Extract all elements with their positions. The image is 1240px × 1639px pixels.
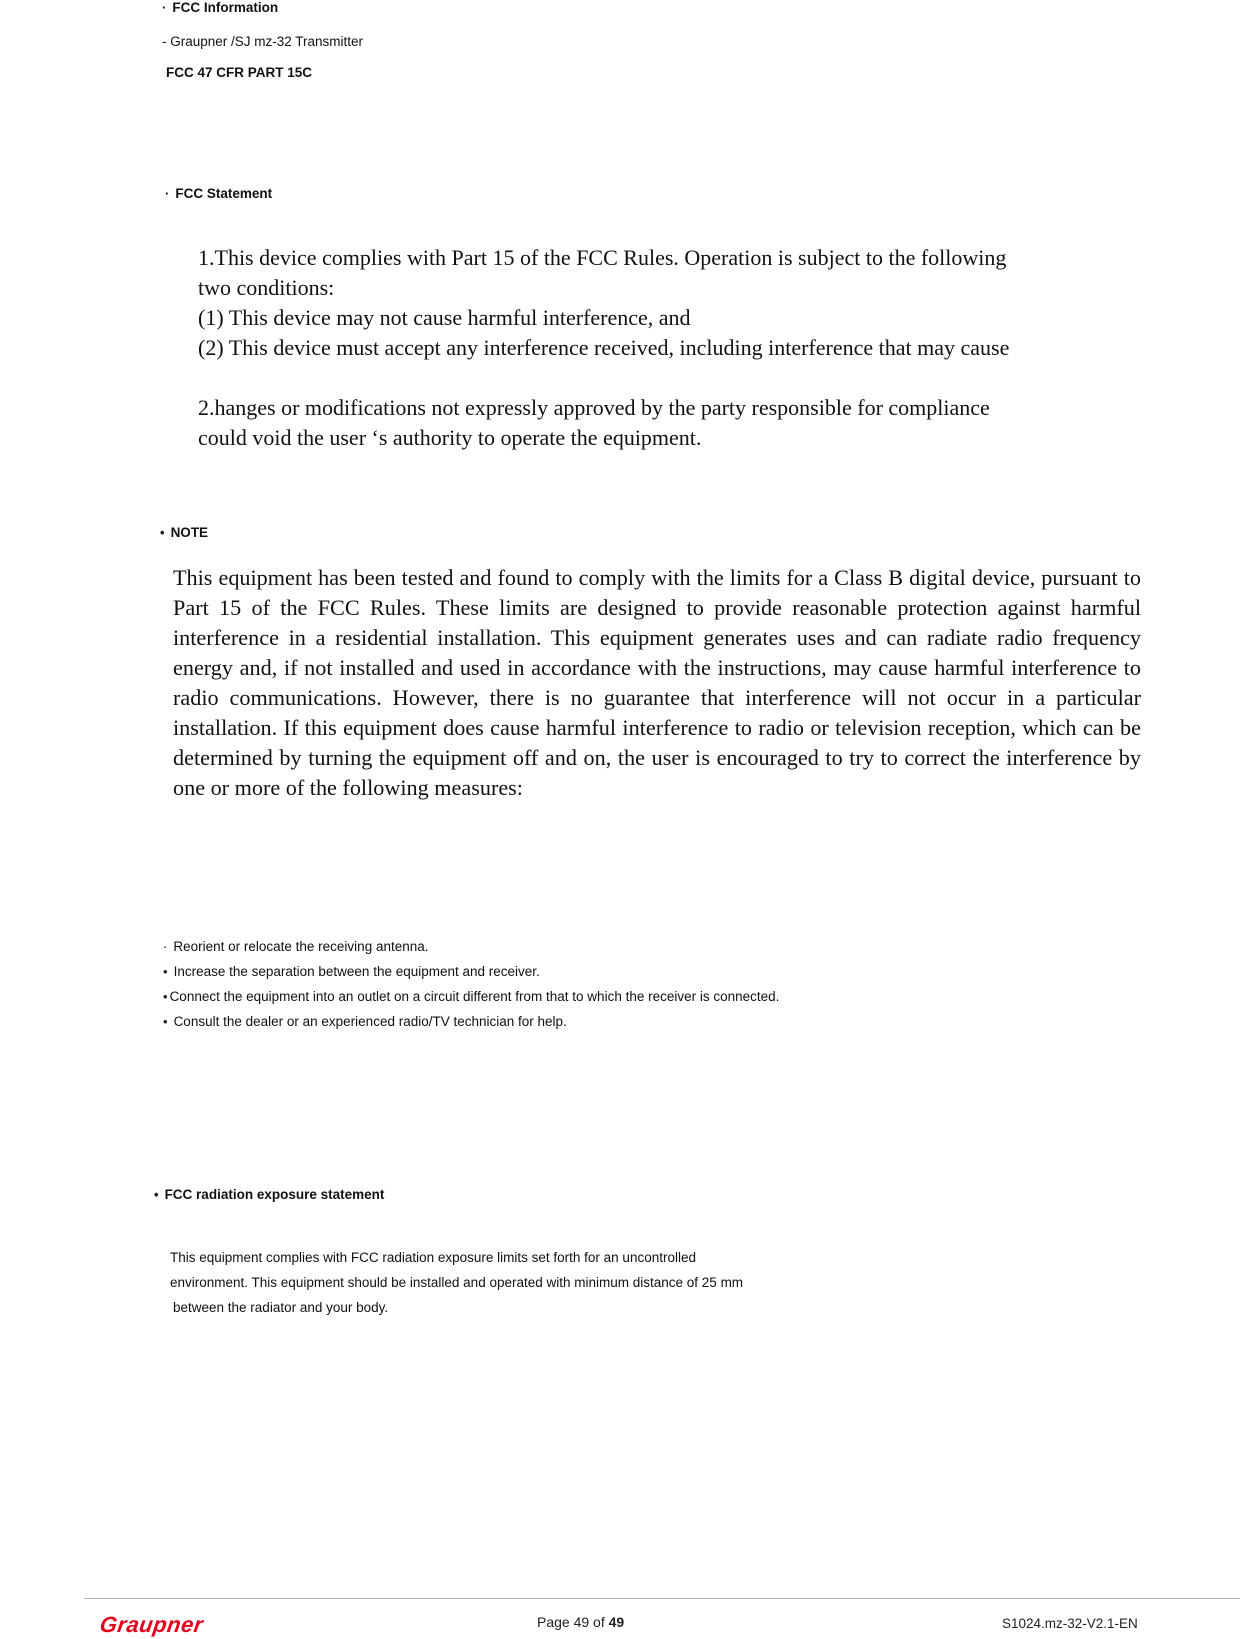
page-number [537, 1614, 624, 1630]
statement-line: 2.hanges or modifications not expressly approved by the party responsible for compliance [198, 395, 990, 420]
bullet-icon: • [163, 989, 168, 1004]
regulation-reference: FCC 47 CFR PART 15C [166, 65, 313, 80]
section-title: FCC radiation exposure statement [164, 1187, 385, 1202]
bullet-icon: • [160, 525, 165, 540]
graupner-logo: Graupner [98, 1612, 205, 1637]
section-title: FCC Statement [175, 186, 273, 201]
product-name: - Graupner /SJ mz-32 Transmitter [162, 34, 364, 49]
page-total: 49 [608, 1614, 625, 1630]
bullet-icon: · [162, 0, 167, 15]
fcc-information-heading [162, 0, 278, 15]
list-item [163, 934, 779, 959]
list-item [163, 959, 779, 984]
radiation-line: This equipment complies with FCC radiation exposure limits set forth for an uncontrolled [170, 1250, 696, 1265]
list-item-text: Consult the dealer or an experienced radio/TV technician for help. [173, 1014, 567, 1029]
radiation-heading [154, 1187, 384, 1202]
bullet-icon: · [163, 939, 168, 954]
bullet-icon: · [165, 186, 170, 201]
list-item-text: Connect the equipment into an outlet on a circuit different from that to which the receiver is connected. [169, 989, 780, 1004]
section-title: NOTE [170, 525, 209, 540]
statement-line: (2) This device must accept any interference received, including interference that may cause [198, 335, 1010, 360]
bullet-icon: • [163, 1014, 168, 1029]
document-id: S1024.mz-32-V2.1-EN [1002, 1616, 1138, 1631]
note-body: This equipment has been tested and found to comply with the limits for a Class B digital device, pursuant to Part 15 of the FCC Rules. These limits are designed to provide reasonable protection against harmful interference in a residential installation. This equipment generates uses and can radiate radio frequency energy and, if not installed and used in accordance with the instructions, may cause harmful interference to radio communications. However, there is no guarantee that interference will not occur in a particular installation. If this equipment does cause harmful interference to radio or television reception, which can be determined by turning the equipment off and on, the user is encouraged to try to correct the interference by one or more of the following measures: [173, 565, 1141, 800]
radiation-body [170, 1245, 743, 1320]
list-item-text: Reorient or relocate the receiving antenna. [173, 939, 429, 954]
statement-line: could void the user ‘s authority to operate the equipment. [198, 425, 702, 450]
fcc-statement-conditions [198, 243, 1009, 363]
fcc-statement-changes [198, 393, 990, 453]
radiation-line: environment. This equipment should be installed and operated with minimum distance of 25 mm [170, 1275, 744, 1290]
footer-divider [84, 1598, 1240, 1599]
list-item [163, 984, 779, 1009]
fcc-statement-heading [165, 186, 272, 201]
bullet-icon: • [154, 1187, 159, 1202]
bullet-icon: • [163, 964, 168, 979]
page-prefix: Page 49 of [537, 1614, 609, 1630]
note-heading [160, 525, 208, 540]
radiation-line: between the radiator and your body. [173, 1300, 389, 1315]
list-item [163, 1009, 779, 1034]
statement-line: (1) This device may not cause harmful interference, and [198, 305, 691, 330]
statement-line: 1.This device complies with Part 15 of the FCC Rules. Operation is subject to the following [198, 245, 1007, 270]
statement-line: two conditions: [198, 275, 335, 300]
section-title: FCC Information [172, 0, 279, 15]
measures-list [163, 934, 779, 1034]
list-item-text: Increase the separation between the equipment and receiver. [173, 964, 540, 979]
